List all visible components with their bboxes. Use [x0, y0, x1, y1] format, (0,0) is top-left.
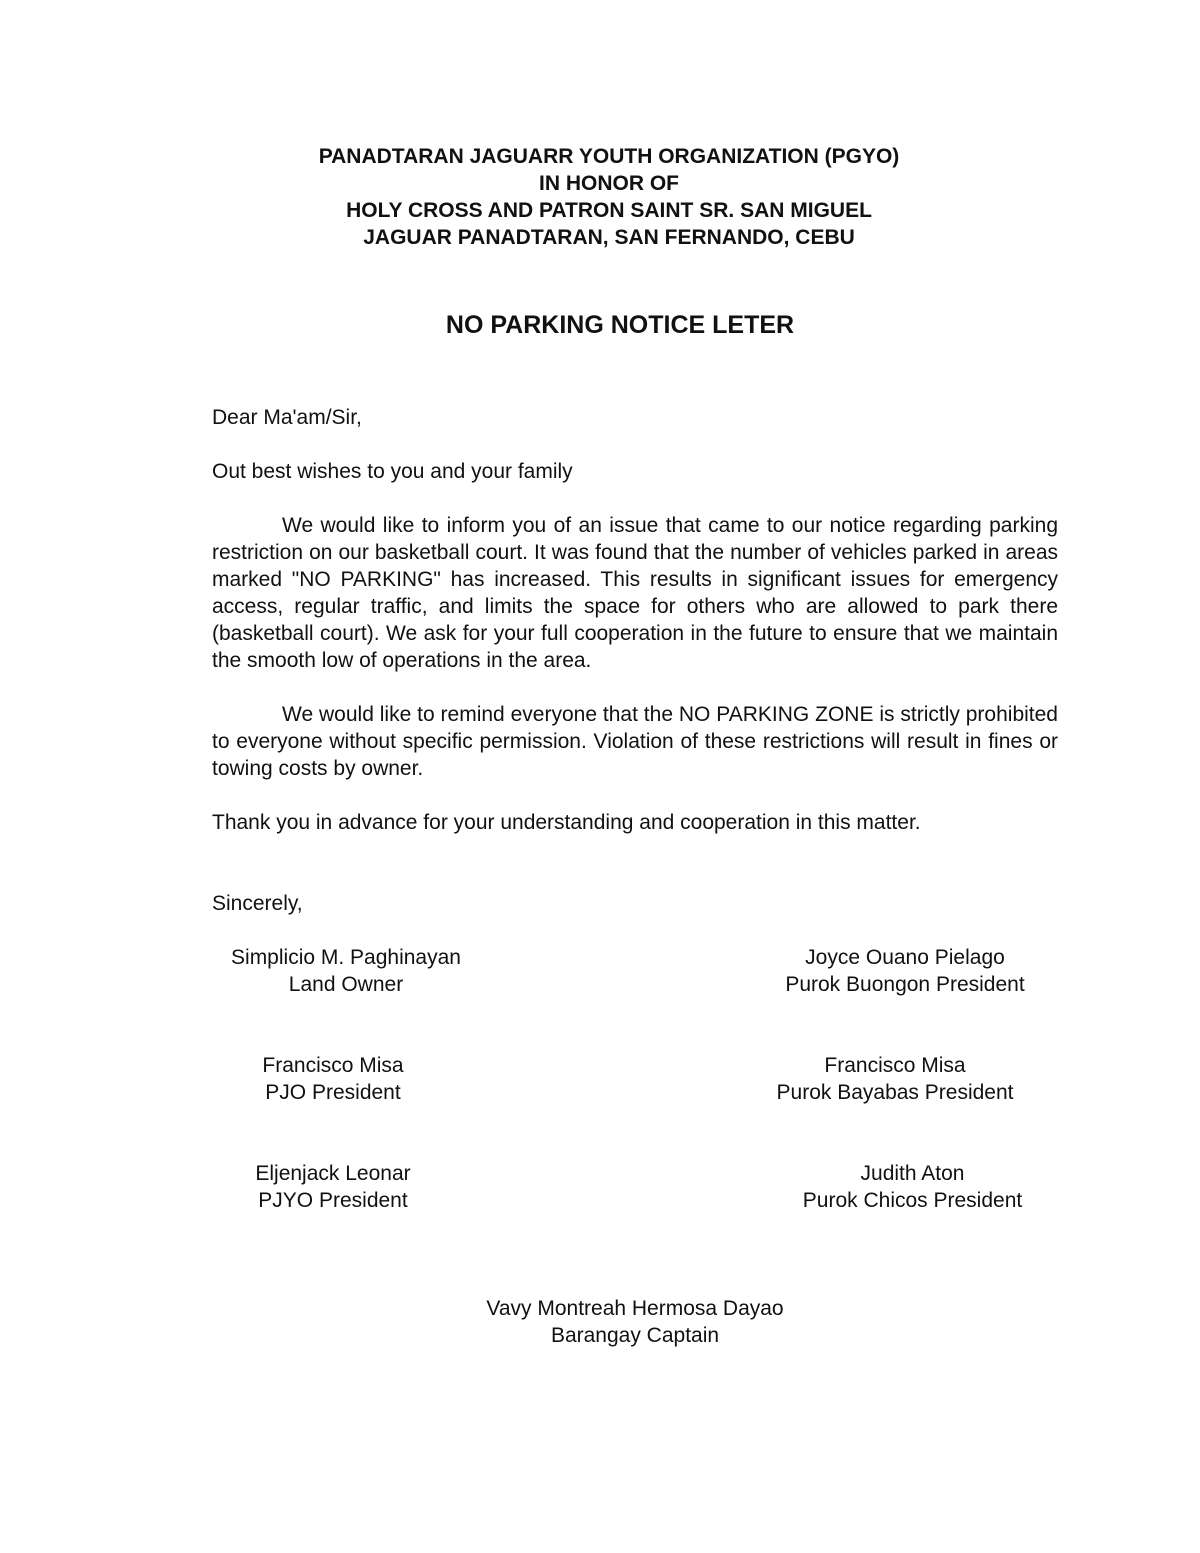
signatory-bayabas-president [760, 1052, 1030, 1106]
signatory-name: Francisco Misa [262, 1054, 404, 1077]
salutation: Dear Ma'am/Sir, [212, 406, 362, 429]
letter-title: NO PARKING NOTICE LETER [445, 311, 795, 339]
signatory-role: PJYO President [258, 1189, 408, 1212]
signatory-name: Eljenjack Leonar [255, 1162, 411, 1185]
closing-line: Sincerely, [212, 892, 303, 915]
thanks-line: Thank you in advance for your understanding and cooperation in this matter. [212, 811, 921, 834]
signatory-chicos-president [775, 1160, 1050, 1214]
letterhead [0, 143, 1200, 251]
letterhead-patron: HOLY CROSS AND PATRON SAINT SR. SAN MIGUEL [346, 199, 872, 222]
signatory-name: Francisco Misa [824, 1054, 966, 1077]
signatory-pjyo-president [230, 1160, 436, 1214]
paragraph-notice [212, 512, 1058, 674]
signatory-role: Purok Bayabas President [776, 1081, 1014, 1104]
signatory-name: Vavy Montreah Hermosa Dayao [486, 1297, 784, 1320]
paragraph-reminder-text: We would like to remind everyone that the NO PARKING ZONE is strictly prohibited to everyone without specific permission. Violation of these restrictions will result in fines or towing costs by owner. [212, 703, 1058, 780]
signatory-name: Joyce Ouano Pielago [805, 946, 1005, 969]
signatory-role: Land Owner [288, 973, 404, 996]
paragraph-notice-text: We would like to inform you of an issue that came to our notice regarding parking restriction on our basketball court. It was found that the number of vehicles parked in areas marked "NO PARKING" has increased. This results in significant issues for emergency access, regular traffic, and limits the space for others who are allowed to park there (basketball court). We ask for your full cooperation in the future to ensure that we maintain the smooth low of operations in the area. [212, 514, 1058, 672]
letterhead-organization: PANADTARAN JAGUARR YOUTH ORGANIZATION (PGYO) [318, 145, 900, 168]
signatory-role: Barangay Captain [550, 1324, 720, 1347]
signatory-name: Judith Aton [860, 1162, 965, 1185]
letterhead-address: JAGUAR PANADTARAN, SAN FERNANDO, CEBU [363, 226, 855, 249]
signatory-land-owner [212, 944, 480, 998]
signatory-pjo-president [230, 1052, 436, 1106]
paragraph-reminder [212, 701, 1058, 782]
signatory-name: Simplicio M. Paghinayan [231, 946, 461, 969]
signatory-role: Purok Chicos President [802, 1189, 1023, 1212]
greeting: Out best wishes to you and your family [212, 460, 573, 483]
letterhead-dedication: IN HONOR OF [539, 172, 679, 195]
signatory-role: Purok Buongon President [785, 973, 1025, 996]
signatory-barangay-captain [400, 1295, 870, 1349]
signatory-role: PJO President [265, 1081, 401, 1104]
signatory-buongon-president [760, 944, 1050, 998]
